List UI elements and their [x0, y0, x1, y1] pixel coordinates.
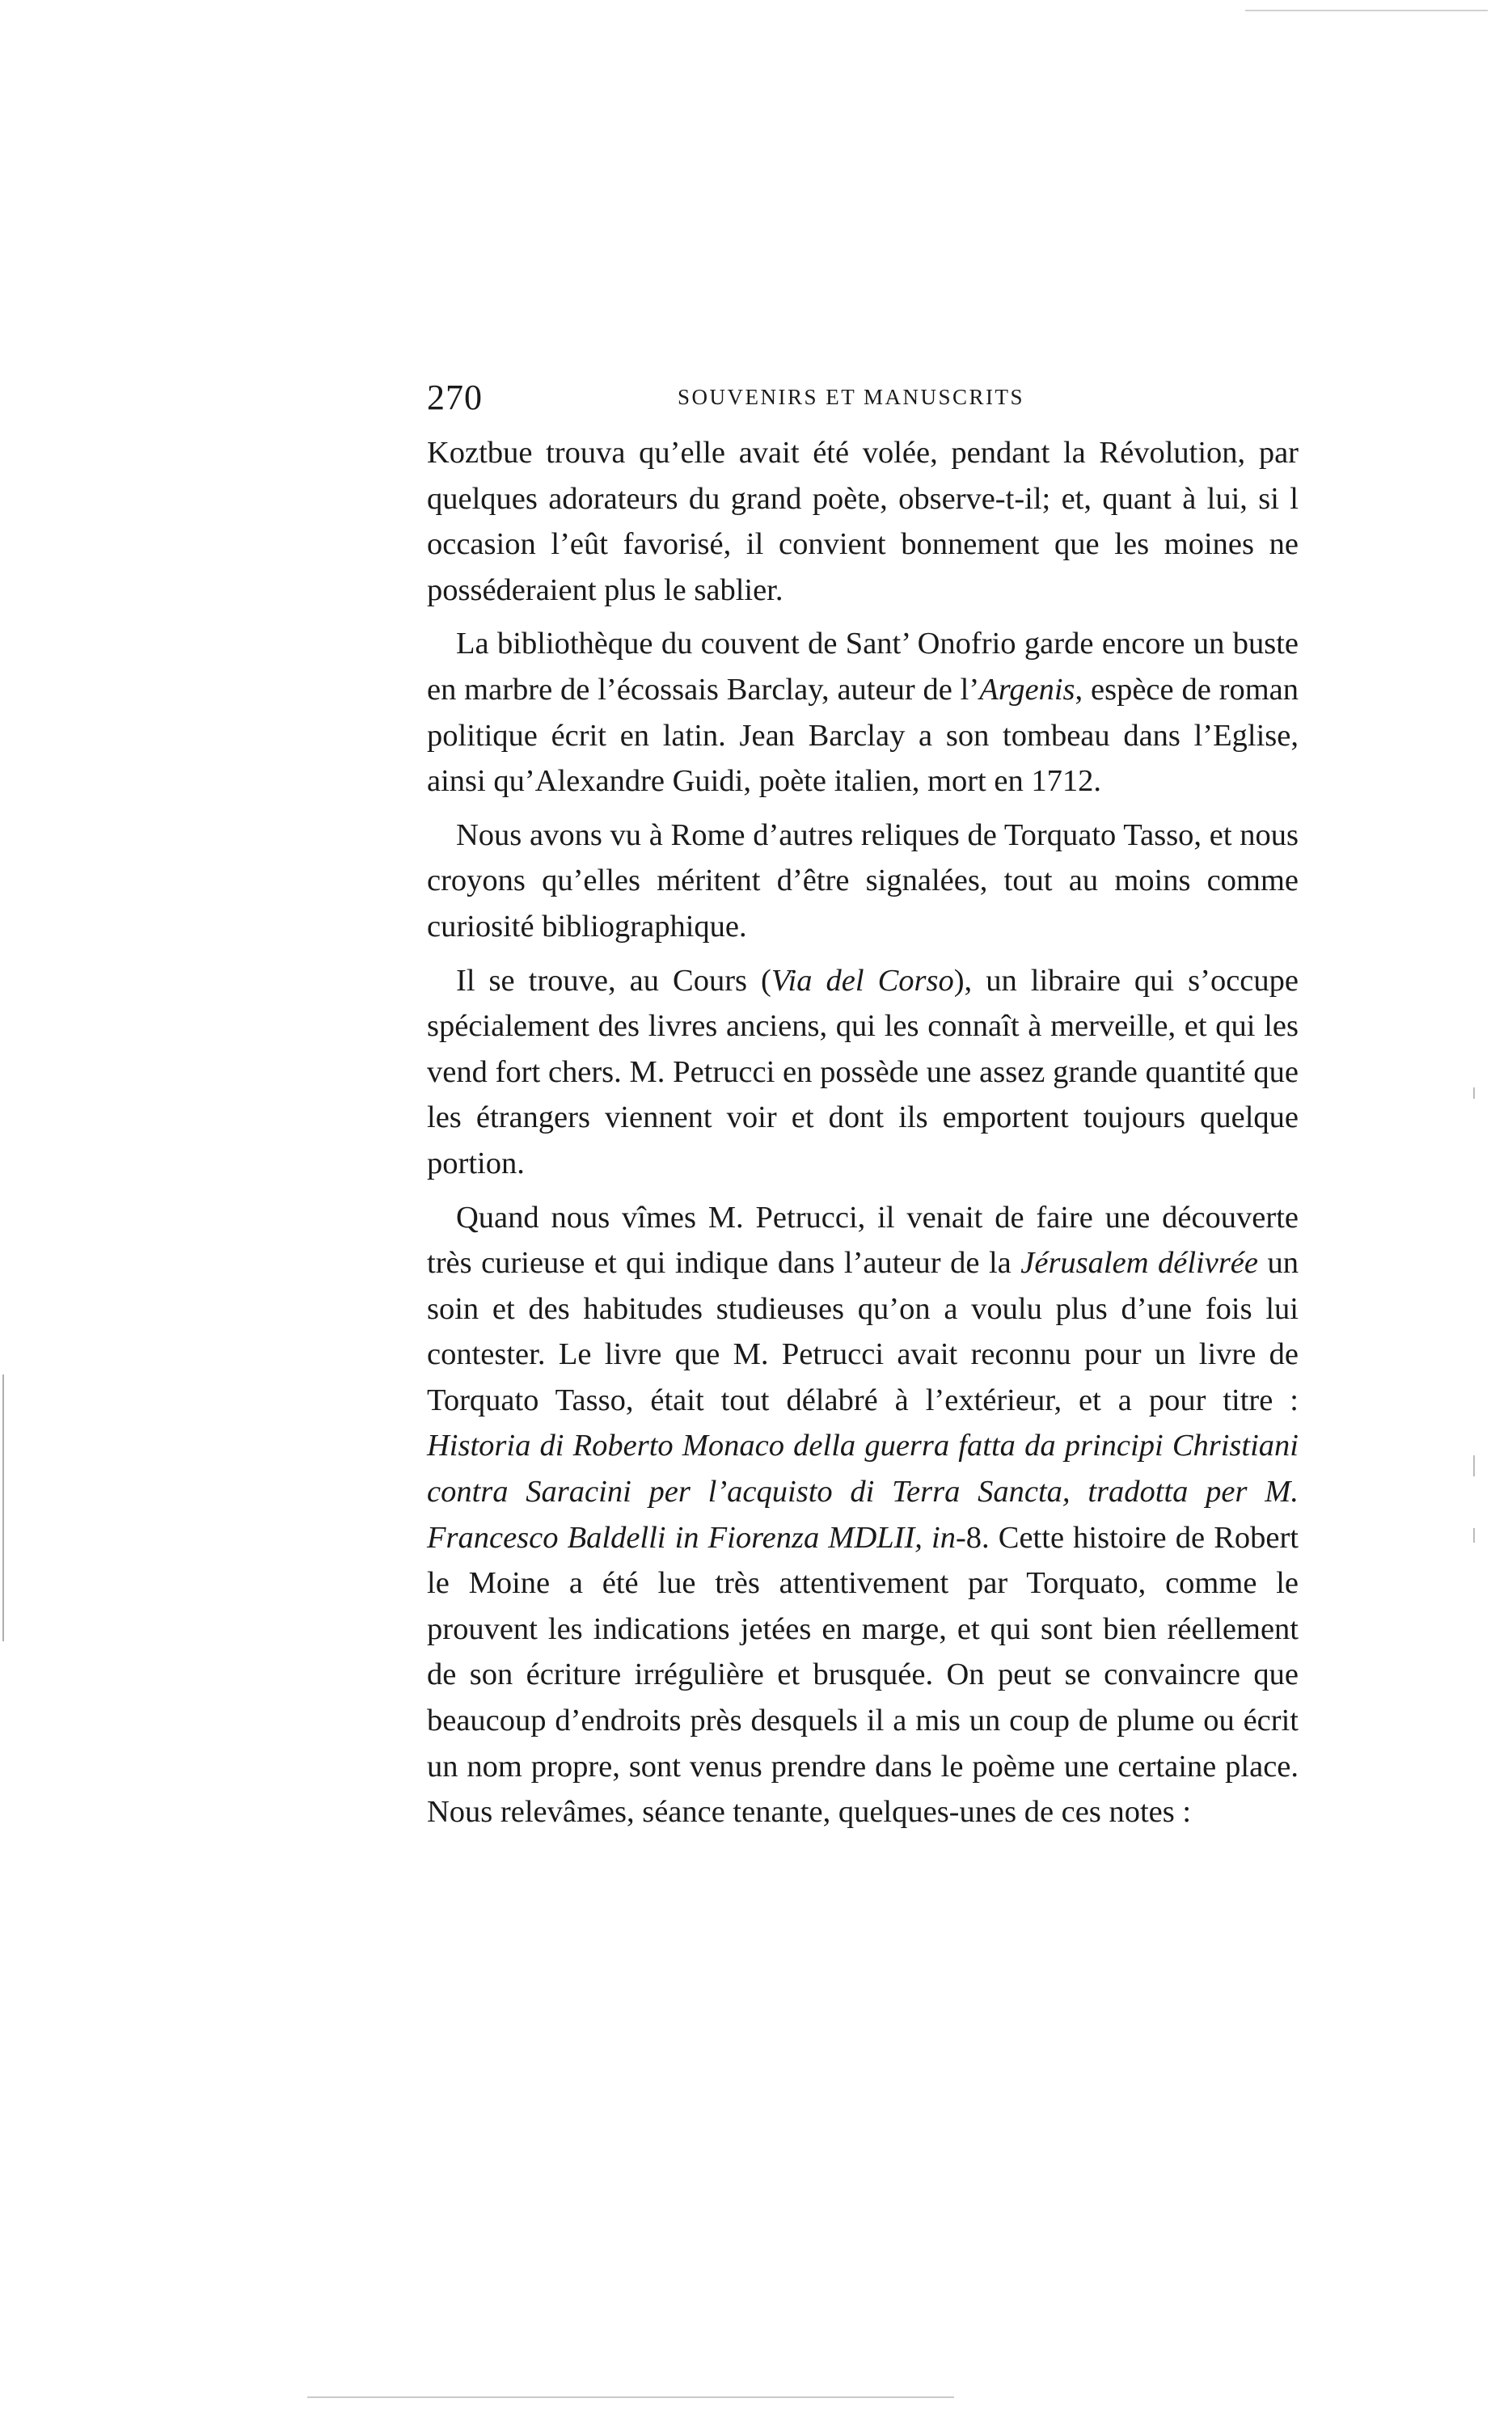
italic-book-title: Historia di Roberto Monaco della guerra fatta da principi Christiani contra Saracini per l’acquisto di Terra Sancta, tradotta per M. Francesco Baldelli in Fiorenza MDLII, in: [427, 1429, 1299, 1555]
paragraph-4: [427, 958, 1299, 1187]
text-segment: La bibliothèque du couvent de Sant’ Onofrio garde encore un buste en marbre de l’écossais Barclay, auteur de l’: [427, 627, 1299, 707]
scan-mark-right-2: [1473, 1455, 1475, 1476]
text-segment: -8. Cette histoire de Robert le Moine a été lue très attentivement par Torquato, comme le prouvent les indications jetées en marge, et qui sont bien réellement de son écriture irrégulière et brusquée. On peut se convaincre que beaucoup d’endroits près desquels il a mis un coup de plume ou écrit un nom propre, sont venus prendre dans le poème une certaine place. Nous relevâmes, séance tenante, quelques-unes de ces notes :: [427, 1520, 1299, 1830]
scan-mark-top: [1245, 10, 1488, 11]
text-segment: , espèce de roman politique écrit en latin. Jean Barclay a son tombeau dans l’Eglise, ainsi qu’Alexandre Guidi, poète italien, mort en 1712.: [427, 672, 1299, 799]
running-title: SOUVENIRS ET MANUSCRITS: [678, 385, 1025, 409]
text-segment: Il se trouve, au Cours (: [456, 963, 771, 998]
paragraph-3: [427, 813, 1299, 950]
scan-mark-bottom: [307, 2396, 954, 2398]
page-header: [427, 377, 1295, 425]
italic-title-argenis: Argenis: [979, 672, 1075, 707]
scan-mark-right-1: [1473, 1087, 1475, 1099]
body-text: [427, 430, 1299, 1835]
italic-via-del-corso: Via del Corso: [771, 963, 954, 998]
text-segment: Quand nous vîmes M. Petrucci, il venait de faire une découverte très curieuse et qui indique dans l’auteur de la: [427, 1200, 1299, 1281]
italic-jerusalem-delivree: Jérusalem délivrée: [1020, 1246, 1258, 1281]
text-segment: Nous avons vu à Rome d’autres reliques de Torquato Tasso, et nous croyons qu’elles méritent d’être signalées, tout au moins comme curiosité bibliographique.: [427, 817, 1299, 944]
scan-mark-left-edge: [2, 1374, 4, 1641]
text-segment: un soin et des habitudes studieuses qu’on a voulu plus d’une fois lui contester. Le livre que M. Petrucci avait reconnu pour un livre de Torquato Tasso, était tout délabré à l’extérieur, et a pour titre :: [427, 1246, 1299, 1417]
text-segment: ), un libraire qui s’occupe spécialement des livres anciens, qui les connaît à merveille, et qui les vend fort chers. M. Petrucci en possède une assez grande quantité que les étrangers viennent voir et dont ils emportent toujours quelque portion.: [427, 963, 1299, 1180]
paragraph-5: [427, 1195, 1299, 1835]
page-number: 270: [427, 378, 483, 417]
paragraph-1: [427, 430, 1299, 613]
paragraph-2: [427, 621, 1299, 804]
scan-mark-right-3: [1473, 1528, 1475, 1543]
text-segment: Koztbue trouva qu’elle avait été volée, pendant la Révolution, par quelques adorateurs du grand poète, observe-t-il; et, quant à lui, si l occasion l’eût favorisé, il convient bonnement que les moines ne posséderaient plus le sablier.: [427, 436, 1299, 607]
